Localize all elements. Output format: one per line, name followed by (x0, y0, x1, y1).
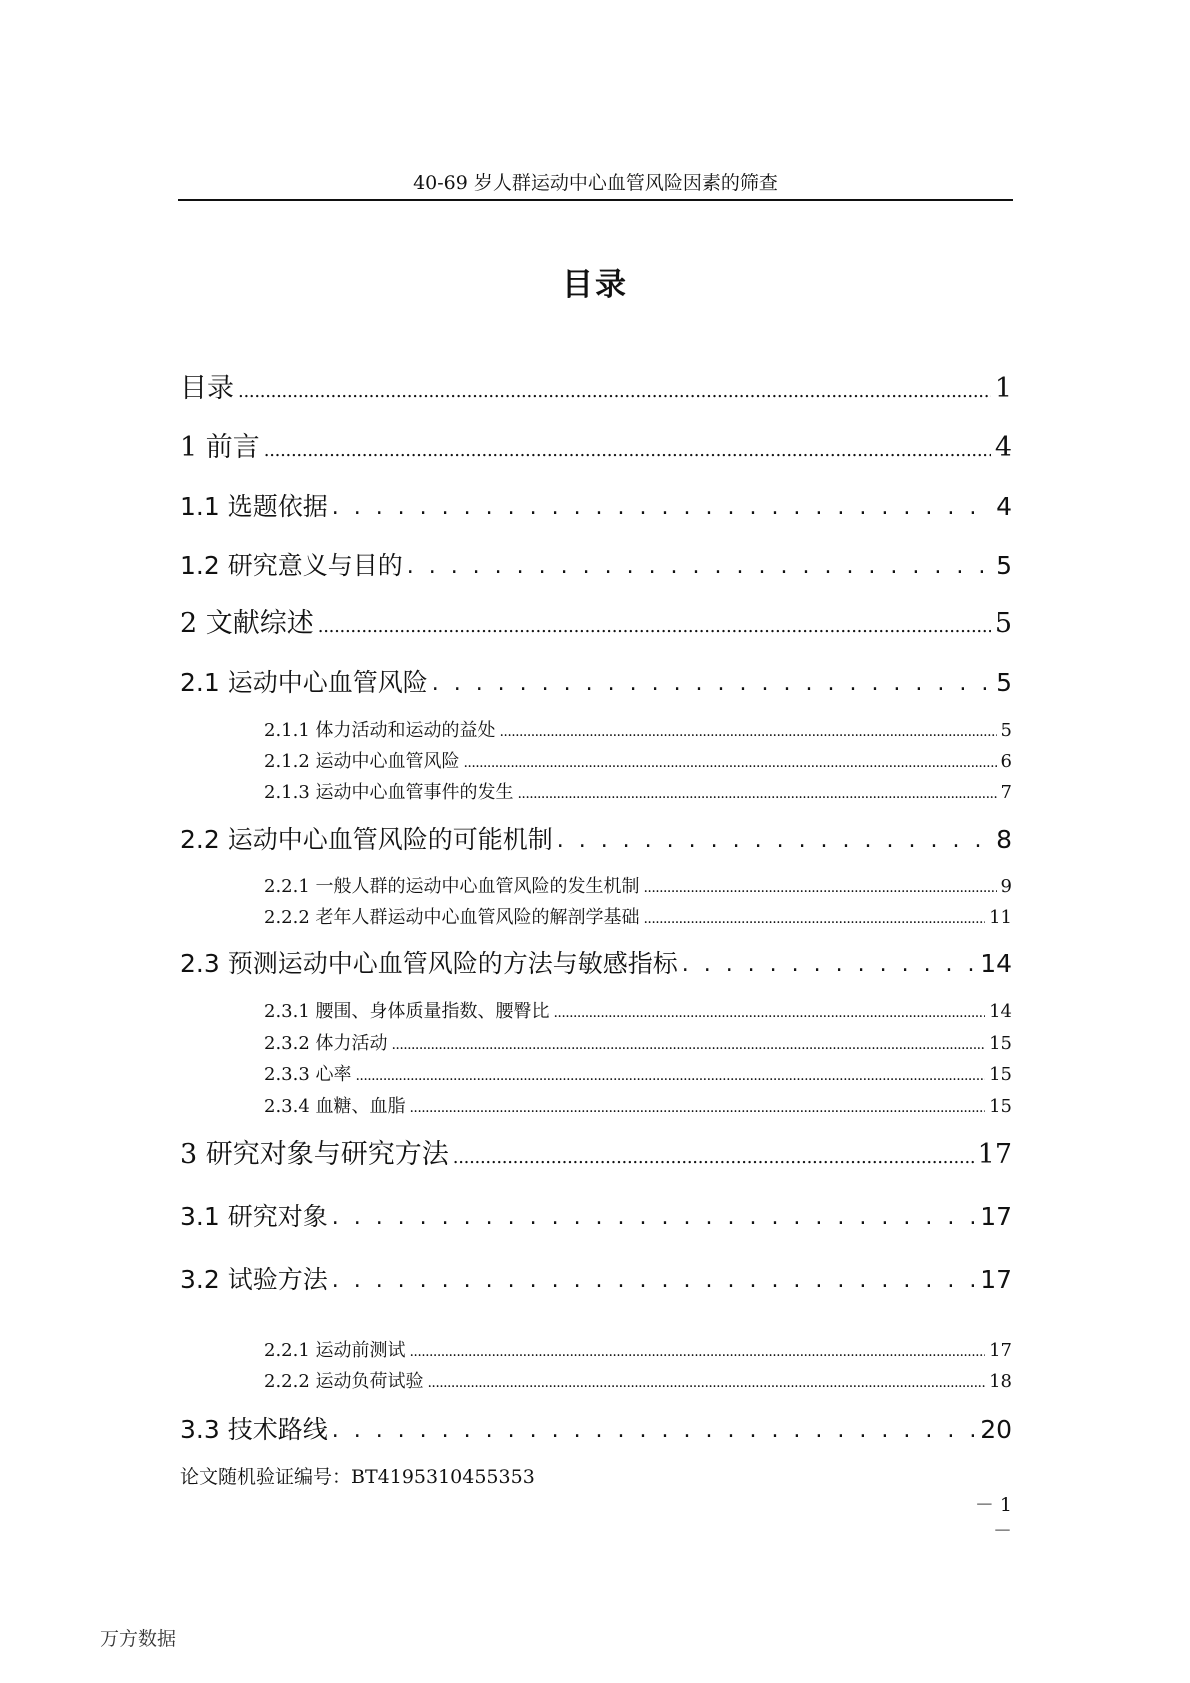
dot-leader (644, 912, 986, 926)
dot-leader (264, 442, 991, 460)
toc-entry-label: 2.1 运动中心血管风险 (180, 668, 428, 697)
toc-entry[interactable] (180, 606, 1012, 642)
toc-entry-page: 14 (989, 1001, 1012, 1022)
toc-entry[interactable] (264, 1338, 1012, 1364)
dot-leader (682, 954, 976, 976)
toc-entry-label: 2.2 运动中心血管风险的可能机制 (180, 825, 553, 854)
toc-entry-page: 8 (996, 825, 1012, 854)
toc-entry-label: 3 研究对象与研究方法 (180, 1139, 449, 1170)
toc-entry-label: 3.3 技术路线 (180, 1415, 328, 1444)
toc-entry[interactable] (180, 430, 1012, 466)
toc-entry[interactable] (180, 548, 1012, 584)
toc-entry[interactable] (180, 1199, 1012, 1235)
page-title: 目录 (562, 267, 628, 303)
watermark: 万方数据 (100, 1628, 177, 1650)
toc-entry[interactable] (180, 1412, 1012, 1448)
toc-entry-label: 2.2.2 老年人群运动中心血管风险的解剖学基础 (264, 907, 640, 928)
toc-entry[interactable] (264, 749, 1012, 775)
toc-entry[interactable] (264, 905, 1012, 931)
verification-number: 论文随机验证编号：BT4195310455353 (180, 1466, 535, 1488)
toc-entry-page: 6 (1000, 751, 1012, 772)
toc-entry[interactable] (180, 1262, 1012, 1298)
dot-leader (356, 1069, 986, 1083)
toc-entry-label: 2.3 预测运动中心血管风险的方法与敏感指标 (180, 949, 678, 978)
dot-leader (453, 1149, 974, 1167)
toc-entry[interactable] (180, 489, 1012, 525)
dot-leader (407, 556, 992, 578)
toc-entry-label: 1.2 研究意义与目的 (180, 551, 403, 580)
toc-entry[interactable] (264, 718, 1012, 744)
toc-entry[interactable] (264, 1062, 1012, 1088)
toc-entry[interactable] (264, 1031, 1012, 1057)
dot-leader (557, 830, 992, 852)
dot-leader (332, 1270, 976, 1292)
toc-entry-label: 3.1 研究对象 (180, 1202, 328, 1231)
toc-entry[interactable] (180, 946, 1012, 982)
toc-entry-page: 5 (996, 551, 1012, 580)
running-header: 40-69 岁人群运动中心血管风险因素的筛查 (413, 172, 778, 194)
dot-leader (554, 1006, 986, 1020)
dot-leader (332, 1420, 976, 1442)
toc-entry-page: 15 (989, 1033, 1012, 1054)
toc-entry-page: 18 (989, 1371, 1012, 1392)
toc-entry-page: 4 (994, 432, 1012, 463)
dot-leader (410, 1101, 986, 1115)
toc-entry-label: 2.1.2 运动中心血管风险 (264, 751, 460, 772)
toc-entry-label: 2 文献综述 (180, 608, 314, 639)
toc-entry[interactable] (264, 1369, 1012, 1395)
toc-entry-label: 2.1.1 体力活动和运动的益处 (264, 720, 496, 741)
toc-entry-label: 1 前言 (180, 432, 260, 463)
toc-entry[interactable] (264, 1094, 1012, 1120)
dot-leader (428, 1376, 986, 1390)
toc-entry-page: 5 (996, 668, 1012, 697)
toc-entry-label: 2.3.4 血糖、血脂 (264, 1096, 406, 1117)
toc-entry-page: 17 (977, 1139, 1012, 1170)
toc-entry-page: 4 (996, 492, 1012, 521)
dot-leader (332, 1207, 976, 1229)
toc-entry[interactable] (264, 780, 1012, 806)
toc-entry-page: 5 (1000, 720, 1012, 741)
dot-leader (432, 673, 992, 695)
toc-entry-label: 2.3.1 腰围、身体质量指数、腰臀比 (264, 1001, 550, 1022)
toc-entry-label: 2.2.1 一般人群的运动中心血管风险的发生机制 (264, 876, 640, 897)
toc-entry-label: 3.2 试验方法 (180, 1265, 328, 1294)
toc-entry-page: 15 (989, 1064, 1012, 1085)
dot-leader (644, 881, 997, 895)
toc-entry[interactable] (180, 822, 1012, 858)
toc-entry-page: 20 (980, 1415, 1012, 1444)
toc-entry-label: 目录 (180, 373, 234, 404)
toc-entry-label: 2.2.1 运动前测试 (264, 1340, 406, 1361)
toc-entry-page: 11 (989, 907, 1012, 928)
toc-entry-page: 5 (994, 608, 1012, 639)
dot-leader (410, 1345, 986, 1359)
toc-entry-label: 2.1.3 运动中心血管事件的发生 (264, 782, 514, 803)
dot-leader (332, 497, 992, 519)
dot-leader (392, 1038, 986, 1052)
dot-leader (238, 383, 991, 401)
toc-entry[interactable] (264, 999, 1012, 1025)
toc-entry-page: 17 (989, 1340, 1012, 1361)
toc-entry-label: 1.1 选题依据 (180, 492, 328, 521)
toc-entry-label: 2.3.2 体力活动 (264, 1033, 388, 1054)
toc-entry[interactable] (264, 874, 1012, 900)
toc-entry-page: 17 (980, 1265, 1012, 1294)
toc-entry-page: 14 (980, 949, 1012, 978)
toc-entry[interactable] (180, 665, 1012, 701)
dot-leader (464, 756, 997, 770)
toc-entry-page: 17 (980, 1202, 1012, 1231)
toc-entry[interactable] (180, 371, 1012, 407)
toc-entry-page: 9 (1000, 876, 1012, 897)
toc-entry-page: 1 (994, 373, 1012, 404)
dot-leader (318, 618, 991, 636)
toc-entry[interactable] (180, 1137, 1012, 1173)
page-number: － 1 － (974, 1494, 1012, 1542)
toc-entry-page: 15 (989, 1096, 1012, 1117)
dot-leader (518, 787, 997, 801)
toc-entry-label: 2.3.3 心率 (264, 1064, 352, 1085)
toc-entry-page: 7 (1000, 782, 1012, 803)
toc-entry-label: 2.2.2 运动负荷试验 (264, 1371, 424, 1392)
dot-leader (500, 725, 997, 739)
